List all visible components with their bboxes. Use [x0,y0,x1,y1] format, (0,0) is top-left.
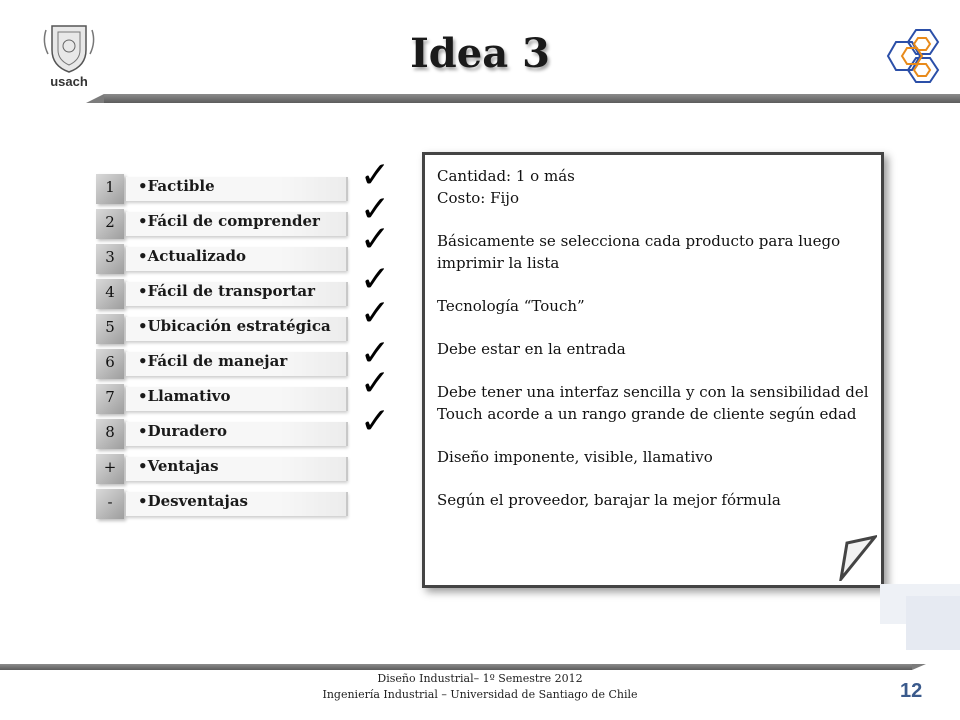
decorative-block [906,596,960,650]
list-item [96,483,356,519]
item-number: 2 [105,213,115,231]
hexagon-cluster-icon [880,28,942,84]
list-item [96,168,356,204]
item-number: 4 [105,283,115,301]
item-number: 1 [105,178,115,196]
note-spacer [437,468,869,489]
item-number: 3 [105,248,115,266]
checkmark-icon: ✓ [360,293,391,334]
notes-text [437,165,869,511]
item-label: •Actualizado [138,247,247,265]
item-label: •Ubicación estratégica [138,317,331,335]
list-item [96,343,356,379]
footer-course: Diseño Industrial– 1º Semestre 2012 [377,672,583,685]
note-line: Debe tener una interfaz sencilla y con la sensibilidad del Touch acorde a un rango grande de cliente según edad [437,383,869,423]
list-item [96,413,356,449]
note-line: Tecnología “Touch” [437,297,585,315]
item-number: 5 [105,318,115,336]
item-number: 7 [105,388,115,406]
list-item [96,308,356,344]
page-curl-icon [835,535,877,581]
checkmark-icon: ✓ [360,333,391,374]
checkmark-icon: ✓ [360,363,391,404]
item-label: •Fácil de comprender [138,212,320,230]
item-number: - [107,493,113,511]
footer-university: Ingeniería Industrial – Universidad de Santiago de Chile [322,688,638,701]
item-label: •Ventajas [138,457,219,475]
item-number: + [103,458,117,476]
item-label: •Fácil de transportar [138,282,315,300]
page-title: Idea 3 [410,30,550,77]
note-line: Costo: Fijo [437,189,519,207]
page-number: 12 [900,680,923,702]
checkmark-icon: ✓ [360,219,391,260]
footer-divider [0,664,912,670]
list-item [96,238,356,274]
checkmark-icon: ✓ [360,155,391,196]
list-item [96,448,356,484]
header-divider [104,94,960,103]
logo-text: usach [50,74,88,89]
checkmark-icon: ✓ [360,259,391,300]
list-item [96,378,356,414]
checkmark-icon: ✓ [360,401,391,442]
note-spacer [437,209,869,230]
list-item [96,273,356,309]
item-number: 6 [105,353,115,371]
list-item [96,203,356,239]
item-label: •Factible [138,177,215,195]
note-line: Diseño imponente, visible, llamativo [437,448,713,466]
item-label: •Desventajas [138,492,248,510]
notes-box [422,152,884,588]
note-spacer [437,360,869,381]
note-line: Básicamente se selecciona cada producto para luego imprimir la lista [437,232,841,272]
notes-panel [422,152,884,588]
item-label: •Duradero [138,422,228,440]
note-line: Según el proveedor, barajar la mejor fórmula [437,491,781,509]
item-number: 8 [105,423,115,441]
note-spacer [437,317,869,338]
checkmark-icon: ✓ [360,189,391,230]
item-label: •Llamativo [138,387,231,405]
item-label: •Fácil de manejar [138,352,288,370]
note-line: Cantidad: 1 o más [437,167,575,185]
note-line: Debe estar en la entrada [437,340,626,358]
note-spacer [437,425,869,446]
note-spacer [437,274,869,295]
